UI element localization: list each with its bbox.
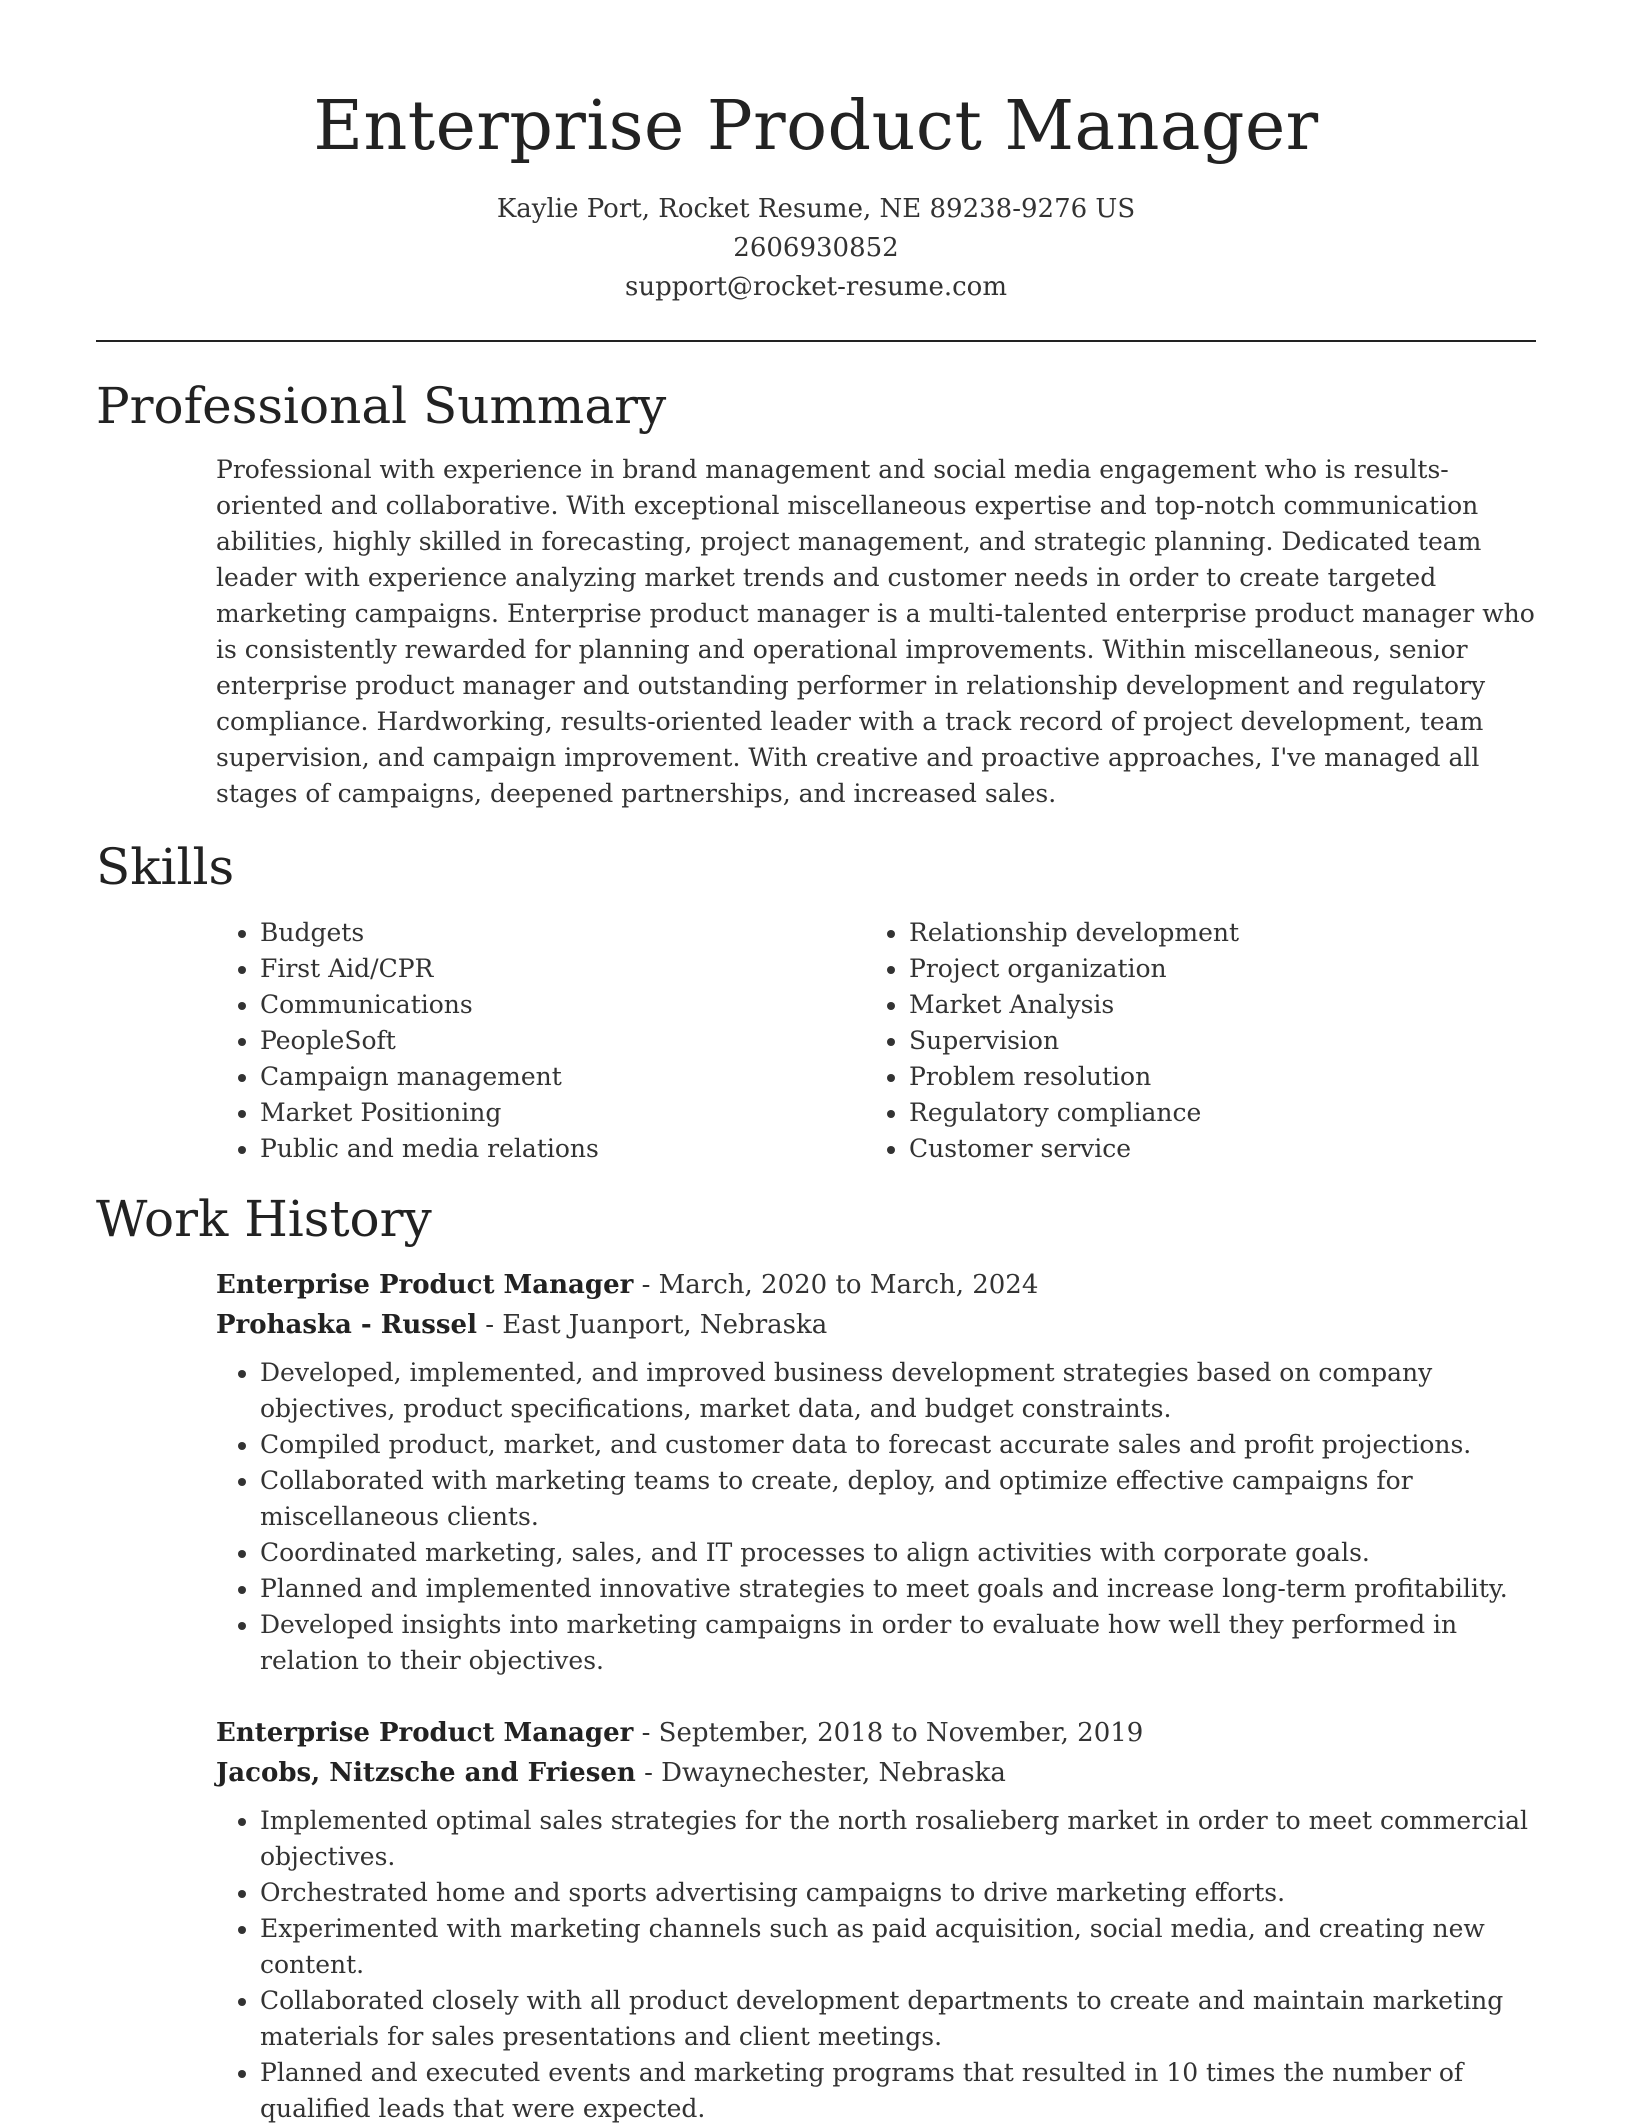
job-dates: - March, 2020 to March, 2024 (633, 1270, 1039, 1300)
skill-item: • Customer service (909, 1131, 1514, 1167)
summary-heading: Professional Summary (96, 377, 667, 435)
job-bullet: • Collaborated with marketing teams to create, deploy, and optimize effective campaigns for miscellaneous clients. (260, 1463, 1546, 1535)
job-position: Enterprise Product Manager (216, 1718, 634, 1748)
skill-item: • Public and media relations (260, 1131, 865, 1167)
job-responsibilities (216, 1803, 1546, 2127)
job-company: Jacobs, Nitzsche and Friesen (216, 1758, 636, 1788)
header-divider (96, 340, 1536, 342)
skills-column-left (216, 915, 865, 1167)
job-entry (216, 1265, 1546, 1679)
skill-item: • Market Positioning (260, 1095, 865, 1131)
candidate-title: Enterprise Product Manager (313, 87, 1319, 166)
skills-column-right (865, 915, 1514, 1167)
job-bullet: • Collaborated closely with all product development departments to create and maintain marketing materials for sales presentations and client meetings. (260, 1983, 1546, 2055)
resume-header (96, 0, 1536, 307)
job-bullet: • Developed insights into marketing campaigns in order to evaluate how well they performed in relation to their objectives. (260, 1607, 1546, 1679)
skill-item: • Project organization (909, 951, 1514, 987)
skills-list (216, 915, 1536, 1167)
contact-address: Kaylie Port, Rocket Resume, NE 89238-9276 US (496, 194, 1136, 224)
job-bullet: • Experimented with marketing channels such as paid acquisition, social media, and creating new content. (260, 1911, 1546, 1983)
job-bullet: • Planned and implemented innovative strategies to meet goals and increase long-term profitability. (260, 1571, 1546, 1607)
work-history-heading: Work History (96, 1190, 432, 1248)
job-bullet: • Orchestrated home and sports advertising campaigns to drive marketing efforts. (260, 1875, 1546, 1911)
job-title-line (216, 1713, 1546, 1753)
job-responsibilities (216, 1355, 1546, 1679)
job-bullet: • Developed, implemented, and improved business development strategies based on company objectives, product specifications, market data, and budget constraints. (260, 1355, 1546, 1427)
skill-item: • Campaign management (260, 1059, 865, 1095)
job-bullet: • Implemented optimal sales strategies for the north rosalieberg market in order to meet commercial objectives. (260, 1803, 1546, 1875)
skill-item: • Problem resolution (909, 1059, 1514, 1095)
skill-item: • Relationship development (909, 915, 1514, 951)
job-location: - Dwaynechester, Nebraska (635, 1758, 1006, 1788)
job-location: - East Juanport, Nebraska (476, 1310, 828, 1340)
job-title-line (216, 1265, 1546, 1305)
resume-page (96, 0, 1536, 2127)
contact-email: support@rocket-resume.com (624, 272, 1007, 302)
summary-text: Professional with experience in brand management and social media engagement who is results-oriented and collaborative. With exceptional miscellaneous expertise and top-notch communication abilities, highly skilled in forecasting, project management, and strategic planning. Dedicated team leader with experience analyzing market trends and customer needs in order to create targeted marketing campaigns. Enterprise product manager is a multi-talented enterprise product manager who is consistently rewarded for planning and operational improvements. Within miscellaneous, senior enterprise product manager and outstanding performer in relationship development and regulatory compliance. Hardworking, results-oriented leader with a track record of project development, team supervision, and campaign improvement. With creative and proactive approaches, I've managed all stages of campaigns, deepened partnerships, and increased sales. (216, 455, 1535, 808)
contact-info (96, 190, 1536, 307)
skill-item: • Regulatory compliance (909, 1095, 1514, 1131)
skill-item: • Budgets (260, 915, 865, 951)
job-bullet: • Coordinated marketing, sales, and IT processes to align activities with corporate goals. (260, 1535, 1546, 1571)
skill-item: • Market Analysis (909, 987, 1514, 1023)
job-bullet: • Planned and executed events and marketing programs that resulted in 10 times the number of qualified leads that were expected. (260, 2055, 1546, 2127)
job-position: Enterprise Product Manager (216, 1270, 634, 1300)
skill-item: • First Aid/CPR (260, 951, 865, 987)
job-entry (216, 1713, 1546, 2127)
skill-item: • PeopleSoft (260, 1023, 865, 1059)
job-company-line (216, 1305, 1546, 1345)
job-bullet: • Compiled product, market, and customer data to forecast accurate sales and profit projections. (260, 1427, 1546, 1463)
job-dates: - September, 2018 to November, 2019 (633, 1718, 1144, 1748)
skill-item: • Supervision (909, 1023, 1514, 1059)
job-company: Prohaska - Russel (216, 1310, 477, 1340)
skills-heading: Skills (96, 838, 235, 896)
job-company-line (216, 1753, 1546, 1793)
skill-item: • Communications (260, 987, 865, 1023)
contact-phone: 2606930852 (733, 233, 899, 263)
